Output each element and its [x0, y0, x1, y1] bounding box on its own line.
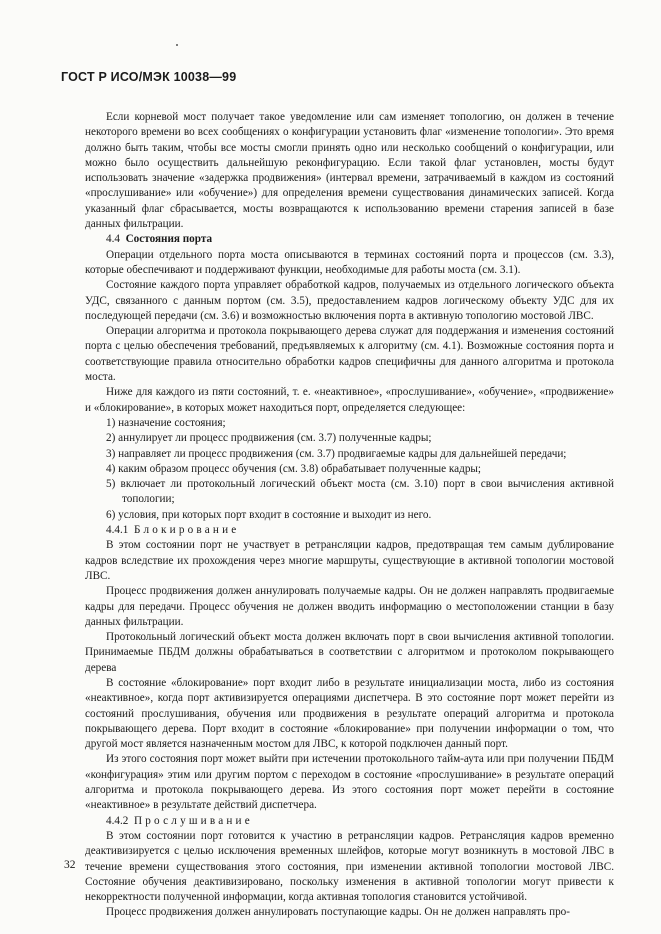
paragraph: Ниже для каждого из пяти состояний, т. е. «неактивное», «прослушивание», «обучение», «продвижение» и «блокирование», в которых может находиться порт, определяется следующее:	[85, 386, 614, 414]
section-number: 4.4	[106, 233, 120, 246]
section-heading-4-4	[85, 232, 614, 247]
paragraph: Протокольный логический объект моста должен включать порт в свои вычисления активной топологии. Принимаемые ПБДМ должны обрабатываться в соответствии с алгоритмом и протоколом покрывающего дерева	[85, 631, 614, 674]
list-item: 3) направляет ли процесс продвижения (см. 3.7) продвигаемые кадры для дальнейшей передачи;	[106, 447, 567, 460]
section-number: 4.4.2	[106, 814, 129, 827]
paragraph: В состояние «блокирование» порт входит либо в результате инициализации моста, либо из состояния «неактивное», когда порт активизируется операциями диспетчера. В это состояние порт может перейти из состояний прослушивания, обучения или продвижения в результате операций алгоритма и протокола покрывающего дерева. Порт входит в состояние «блокирование» при получении информации о том, что другой мост является назначенным мостом для ЛВС, к которой подключен данный порт.	[85, 676, 614, 751]
paragraph: Состояние каждого порта управляет обработкой кадров, получаемых из отдельного логического объекта УДС, связанного с данным портом (см. 3.5), предоставлением кадров логическому объекту УДС для их последующей передачи (см. 3.6) и возможностью включения порта в активную топологию мостовой ЛВС.	[85, 279, 614, 322]
section-heading-4-4-2	[85, 814, 614, 829]
list-item: 6) условия, при которых порт входит в состояние и выходит из него.	[106, 508, 432, 521]
section-title: Прослушивание	[133, 814, 253, 827]
scan-speck	[176, 44, 178, 46]
paragraph: Операции алгоритма и протокола покрывающего дерева служат для поддержания и изменения состояний порта с целью обеспечения требований, предъявляемых к алгоритму (см. 4.1). Возможные состояния порта и соответствующие правила относительно обработки кадров специфичны для данного алгоритма и протокола моста.	[85, 325, 614, 384]
paragraph: Если корневой мост получает такое уведомление или сам изменяет топологию, он должен в течение некоторого времени во всех сообщениях о конфигурации установить флаг «изменение топологии». Это время должно быть таким, чтобы все мосты смогли принять одно или несколько сообщений о конфигурации, или можно было осуществить дальнейшую реконфигурацию. Если такой флаг установлен, мосты будут использовать значение «задержка продвижения» (интервал времени, затрачиваемый в каждом из состояний «прослушивание» или «обучение») для определения времени существования динамических записей. Когда указанный флаг сбрасывается, мосты возвращаются к использованию времени старения записей в базе данных фильтрации.	[85, 111, 614, 231]
section-title: Блокирование	[133, 524, 240, 537]
list-item: 4) каким образом процесс обучения (см. 3.8) обрабатывает полученные кадры;	[106, 462, 482, 475]
paragraph: В этом состоянии порт готовится к участию в ретрансляции кадров. Ретрансляция кадров временно деактивизируется с целью исключения временных шлейфов, которые могут возникнуть в мостовой ЛВС в течение времени существования этого состояния, при изменении активной топологии мостовой ЛВС. Состояние обучения деактивизировано, поскольку изменения в активной топологии могут привести к некорректности полученной информации, когда активная топология становится устойчивой.	[85, 829, 614, 904]
paragraph: В этом состоянии порт не участвует в ретрансляции кадров, предотвращая тем самым дублирование кадров вследствие их прохождения через многие маршруты, существующие в активной топологии мостовой ЛВС.	[85, 539, 614, 582]
paragraph: Процесс продвижения должен аннулировать поступающие кадры. Он не должен направлять про-	[106, 906, 570, 919]
body-text	[85, 110, 614, 921]
list-item: 1) назначение состояния;	[106, 416, 226, 429]
running-header: ГОСТ Р ИСО/МЭК 10038—99	[61, 70, 237, 84]
section-heading-4-4-1	[85, 523, 614, 538]
paragraph: Из этого состояния порт может выйти при истечении протокольного тайм-аута или при получении ПБДМ «конфигурация» этим или другим портом с переходом в состояние «прослушивание» в результате операций алгоритма и протокола покрывающего дерева. Из этого состояния порт может перейти в состояние «неактивное» в результате действий диспетчера.	[85, 753, 614, 812]
paragraph: Процесс продвижения должен аннулировать получаемые кадры. Он не должен направлять продвигаемые кадры для передачи. Процесс обучения не должен вводить информацию о местоположении станции в базу данных фильтрации.	[85, 585, 614, 628]
paragraph: Операции отдельного порта моста описываются в терминах состояний порта и процессов (см. 3.3), которые обеспечивают и поддерживают функции, необходимые для работы моста (см. 3.1).	[85, 248, 614, 276]
section-title: Состояния порта	[125, 233, 213, 246]
section-number: 4.4.1	[106, 524, 129, 537]
list-item: 5) включает ли протокольный логический объект моста (см. 3.10) порт в свои вычисления активной топологии;	[106, 478, 614, 506]
list-item: 2) аннулирует ли процесс продвижения (см. 3.7) полученные кадры;	[106, 432, 432, 445]
page-number: 32	[64, 859, 76, 871]
